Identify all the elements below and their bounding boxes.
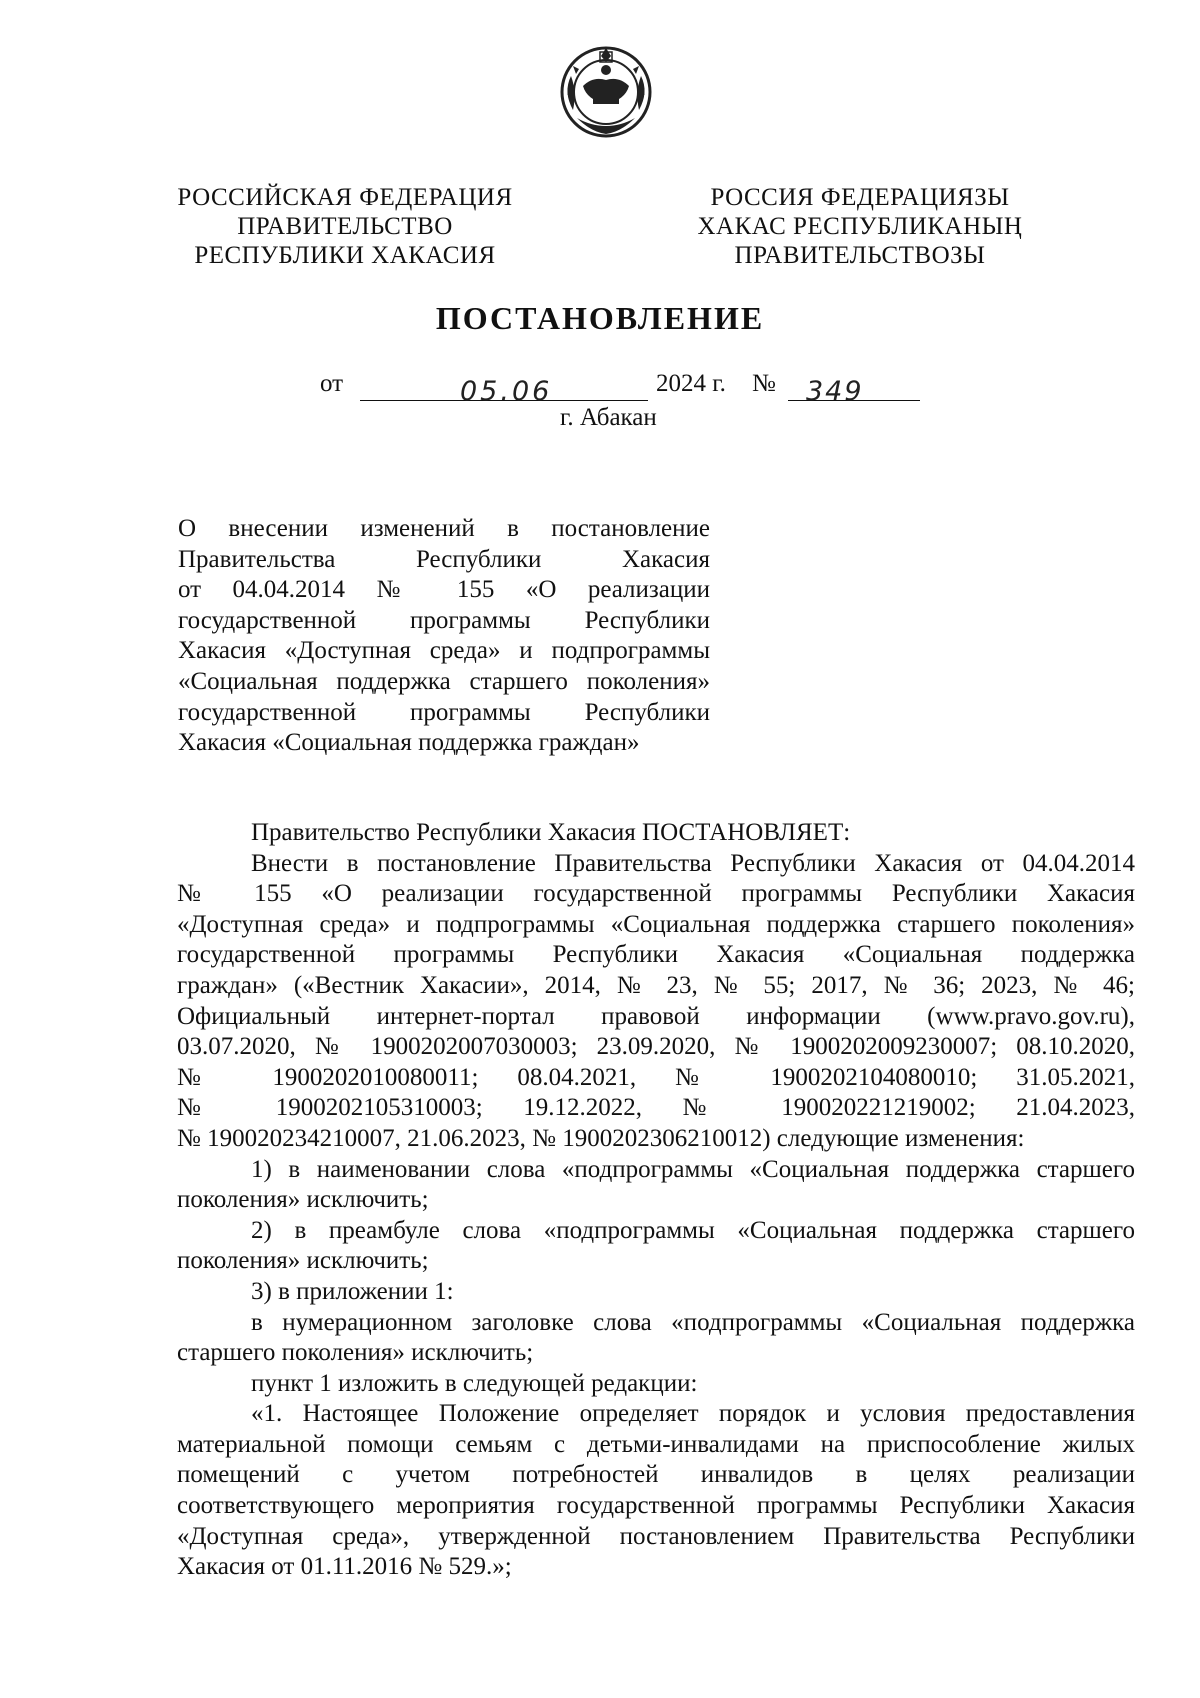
- subject-line: от 04.04.2014 № 155 «О реализации: [178, 576, 710, 604]
- body-line: 1) в наименовании слова «подпрограммы «Социальная поддержка старшего: [251, 1155, 1135, 1183]
- body-line: № 190020234210007, 21.06.2023, № 1900202306210012) следующие изменения:: [177, 1124, 1025, 1152]
- coat-of-arms-emblem: [553, 36, 659, 146]
- subject-line: «Социальная поддержка старшего поколения»: [178, 667, 710, 695]
- body-line: пункт 1 изложить в следующей редакции:: [251, 1369, 698, 1397]
- body-line: поколения» исключить;: [177, 1247, 429, 1275]
- number-sign: №: [752, 370, 776, 397]
- body-line: граждан» («Вестник Хакасии», 2014, № 23, № 55; 2017, № 36; 2023, № 46;: [177, 971, 1135, 999]
- header-right-line: ХАКАС РЕСПУБЛИКАНЫҢ: [697, 213, 1023, 240]
- document-type-title: ПОСТАНОВЛЕНИЕ: [435, 300, 765, 336]
- header-left-line: РОССИЙСКАЯ ФЕДЕРАЦИЯ: [177, 184, 513, 211]
- body-line: № 1900202010080011; 08.04.2021, № 1900202104080010; 31.05.2021,: [177, 1063, 1135, 1091]
- header-left-russian: [150, 183, 540, 270]
- subject-line: Правительства Республики Хакасия: [178, 545, 710, 573]
- subject-line: государственной программы Республики: [178, 606, 710, 634]
- body-line: старшего поколения» исключить;: [177, 1339, 534, 1367]
- body-line: в нумерационном заголовке слова «подпрограммы «Социальная поддержка: [251, 1308, 1135, 1336]
- header-left-line: РЕСПУБЛИКИ ХАКАСИЯ: [194, 242, 496, 269]
- document-subject: [178, 514, 710, 759]
- body-line: № 1900202105310003; 19.12.2022, № 190020221219002; 21.04.2023,: [177, 1094, 1135, 1122]
- body-line: соответствующего мероприятия государственной программы Республики Хакасия: [177, 1492, 1135, 1520]
- body-line: поколения» исключить;: [177, 1186, 429, 1214]
- handwritten-number: 349: [806, 376, 864, 407]
- body-line: Правительство Республики Хакасия ПОСТАНОВЛЯЕТ:: [251, 819, 851, 846]
- date-year: 2024 г.: [656, 370, 726, 397]
- header-right-line: ПРАВИТЕЛЬСТВОЗЫ: [734, 242, 986, 269]
- body-line: государственной программы Республики Хакасия «Социальная поддержка: [177, 941, 1135, 969]
- subject-line: Хакасия «Доступная среда» и подпрограммы: [178, 637, 710, 665]
- body-line: 03.07.2020, № 1900202007030003; 23.09.2020, № 1900202009230007; 08.10.2020,: [177, 1033, 1135, 1061]
- body-line: № 155 «О реализации государственной программы Республики Хакасия: [177, 880, 1135, 908]
- body-line: Внести в постановление Правительства Республики Хакасия от 04.04.2014: [251, 849, 1135, 877]
- document-body: [177, 818, 1135, 1583]
- date-prefix: от: [320, 370, 344, 397]
- subject-line: Хакасия «Социальная поддержка граждан»: [178, 729, 640, 757]
- date-number-line: [320, 364, 920, 407]
- body-line: «Доступная среда», утвержденной постановлением Правительства Республики: [177, 1522, 1135, 1550]
- city-name: г. Абакан: [560, 404, 657, 431]
- subject-line: О внесении изменений в постановление: [178, 515, 710, 542]
- header-right-line: РОССИЯ ФЕДЕРАЦИЯЗЫ: [710, 184, 1010, 211]
- body-line: «Доступная среда» и подпрограммы «Социальная поддержка старшего поколения»: [177, 910, 1135, 938]
- header-left-line: ПРАВИТЕЛЬСТВО: [237, 213, 453, 240]
- body-line: Хакасия от 01.11.2016 № 529.»;: [177, 1553, 512, 1581]
- number-field: [788, 370, 920, 407]
- body-line: материальной помощи семьям с детьми-инвалидами на приспособление жилых: [177, 1430, 1135, 1458]
- subject-line: государственной программы Республики: [178, 698, 710, 726]
- body-line: 2) в преамбуле слова «подпрограммы «Социальная поддержка старшего: [251, 1216, 1135, 1244]
- body-line: «1. Настоящее Положение определяет порядок и условия предоставления: [251, 1400, 1135, 1428]
- body-line: 3) в приложении 1:: [251, 1277, 454, 1305]
- date-field: [360, 370, 648, 407]
- body-line: помещений с учетом потребностей инвалидов в целях реализации: [177, 1461, 1135, 1489]
- header-right-khakas: [665, 183, 1055, 270]
- handwritten-date: 05.06: [460, 376, 553, 407]
- body-line: Официальный интернет-портал правовой информации (www.pravo.gov.ru),: [177, 1002, 1135, 1030]
